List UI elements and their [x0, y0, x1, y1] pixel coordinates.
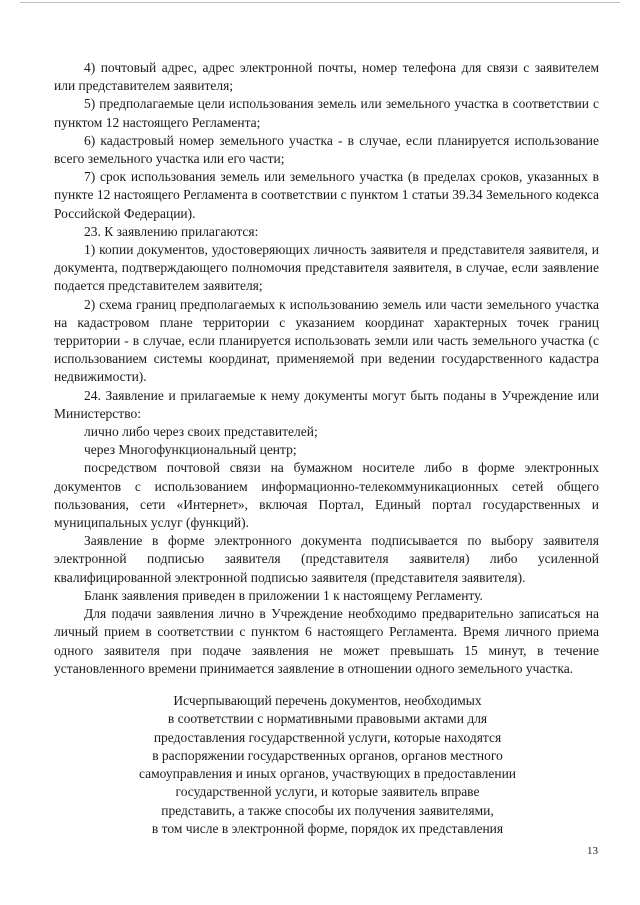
paragraph-electronic-signature: Заявление в форме электронного документа подписывается по выбору заявителя электронной подписью заявителя (представителя заявителя) либо усиленной квалифицированной электронной подписью заявителя (представителя заявителя).: [54, 533, 599, 585]
paragraph-attachment-1: 1) копии документов, удостоверяющих личность заявителя и представителя заявителя, и документа, подтверждающего полномочия представителя заявителя, в случае, если заявление подается представителем заявителя;: [54, 242, 599, 294]
paragraph-attachment-2: 2) схема границ предполагаемых к использованию земель или части земельного участка на кадастровом плане территории с указанием координат характерных точек границ территории - в случае, если планируется использовать земли или часть земельного участка (с использованием системы координат, применяемой при ведении государственного кадастра недвижимости).: [54, 296, 599, 385]
paragraph-form-reference: Бланк заявления приведен в приложении 1 к настоящему Регламенту.: [84, 587, 483, 603]
paragraph-item-4: 4) почтовый адрес, адрес электронной почты, номер телефона для связи с заявителем или представителем заявителя;: [54, 60, 599, 94]
heading-line: самоуправления и иных органов, участвующих в предоставлении: [138, 766, 517, 782]
heading-line: государственной услуги, и которые заявитель вправе: [175, 784, 480, 800]
page-number: 13: [587, 845, 598, 857]
heading-line: Исчерпывающий перечень документов, необходимых: [173, 693, 482, 708]
paragraph-item-7: 7) срок использования земель или земельного участка (в пределах сроков, указанных в пункте 12 настоящего Регламента в соответствии с пунктом 1 статьи 39.34 Земельного кодекса Российской Федерации).: [54, 169, 599, 221]
paragraph-method-mfc: через Многофункциональный центр;: [84, 442, 297, 458]
heading-line: в распоряжении государственных органов, органов местного: [152, 747, 503, 763]
paragraph-clause-23: 23. К заявлению прилагаются:: [84, 223, 259, 239]
heading-line: предоставления государственной услуги, которые находятся: [153, 729, 502, 745]
heading-line: представить, а также способы их получения заявителями,: [161, 802, 494, 818]
document-body: [54, 59, 599, 678]
paragraph-item-6: 6) кадастровый номер земельного участка - в случае, если планируется использование всего земельного участка или его части;: [54, 132, 599, 167]
heading-line: в том числе в электронной форме, порядок их представления: [151, 821, 504, 837]
paragraph-personal-reception: Для подачи заявления лично в Учреждение необходимо предварительно записаться на личный прием в соответствии с пунктом 6 настоящего Регламента. Время личного приема одного заявителя при подаче заявления не может превышать 15 минут, в течение установленного времени принимается заявление в отношении одного земельного участка.: [54, 606, 599, 676]
paragraph-item-5: 5) предполагаемые цели использования земель или земельного участка в соответствии с пунктом 12 настоящего Регламента;: [54, 96, 599, 130]
paragraph-method-post: посредством почтовой связи на бумажном носителе либо в форме электронных документов с использованием информационно-телекоммуникационных сетей общего пользования, сети «Интернет», включая Портал, Единый портал государственных и муниципальных услуг (функций).: [54, 460, 599, 531]
paragraph-method-personal: лично либо через своих представителей;: [84, 424, 318, 440]
heading-line: в соответствии с нормативными правовыми актами для: [167, 711, 488, 727]
section-heading: [60, 692, 595, 838]
scan-top-edge: [20, 2, 620, 3]
paragraph-clause-24: 24. Заявление и прилагаемые к нему документы могут быть поданы в Учреждение или Министерство:: [54, 387, 599, 421]
